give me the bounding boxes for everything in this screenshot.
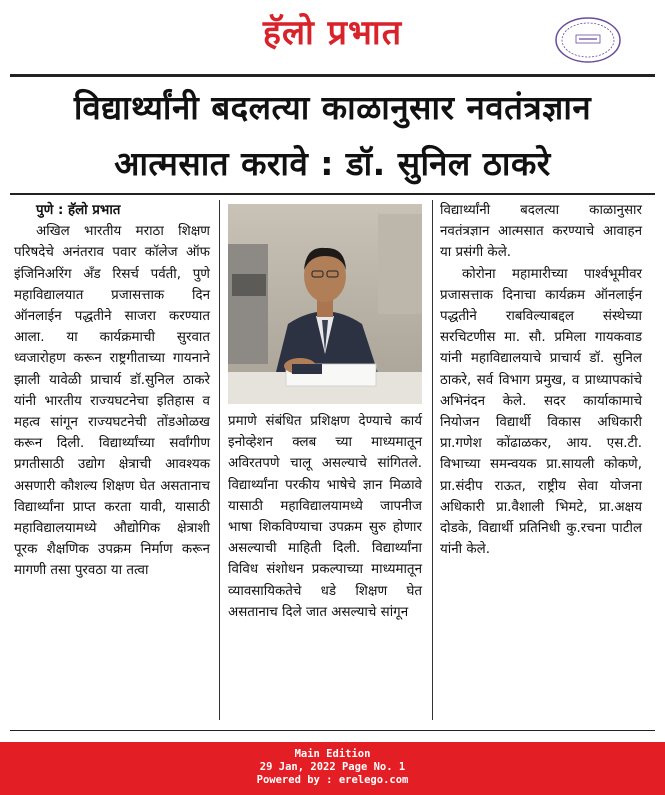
masthead: [0, 0, 665, 70]
column-divider: [432, 200, 433, 720]
person-photo-icon: [228, 204, 422, 404]
headline-top-rule: [10, 74, 655, 77]
article-paragraph: प्रमाणे संबंधित प्रशिक्षण देण्याचे कार्य इनोव्हेशन क्लब च्या माध्यमातून अविरतपणे चालू असल्याचे सांगितले. विद्यार्थ्यांना परकीय भाषेचे ज्ञान मिळावे यासाठी महाविद्यालयामध्ये जापनीज भाषा शिकविण्याचा उपक्रम सुरु होणार असल्याची माहिती दिली. विद्यार्थ्यांना विविध संशोधन प्रकल्पाच्या माध्यमातून व्यावसायिकतेचे धडे शिक्षण घेत असतानाच दिले जात असल्याचे सांगून: [228, 414, 422, 620]
column-divider: [219, 200, 220, 720]
footer-powered-by[interactable]: Powered by : erelego.com: [256, 774, 409, 786]
footer-edition: Main Edition: [294, 748, 371, 760]
article-paragraph: कोरोना महामारीच्या पार्श्वभूमीवर प्रजासत्ताक दिनाचा कार्यक्रम ऑनलाईन पद्धतीने राबविल्याबद्दल संस्थेच्या सरचिटणीस मा. सौ. प्रमिला गायकवाड यांनी महाविद्यालयाचे प्राचार्य डॉ. सुनिल ठाकरे, सर्व विभाग प्रमुख, व प्राध्यापकांचे अभिनंदन केले. सदर कार्याकामाचे नियोजन विद्यार्थी विकास अधिकारी प्रा.गणेश कोंढाळकर, आय. एस.टी. विभाच्या समन्वयक प्रा.सायली कोकणे, प्रा.संदीप राऊत, राष्ट्रीय सेवा योजना अधिकारी प्रा.वैशाली भिमटे, प्रा.अक्षय दोडके, विद्यार्थी प्रतिनिधी कु.रचना पाटील यांनी केले.: [440, 266, 642, 558]
article-bottom-rule: [10, 730, 655, 731]
footer-date-page: 29 Jan, 2022 Page No. 1: [259, 761, 406, 773]
headline-line-2: आत्मसात करावे : डॉ. सुनिल ठाकरे: [114, 144, 551, 183]
dateline: पुणे : हॅलो प्रभात: [36, 203, 121, 218]
footer-bar: [0, 742, 665, 795]
headline-bottom-rule: [10, 193, 655, 195]
masthead-title: हॅलो प्रभात: [262, 13, 403, 53]
college-seal-icon: [553, 16, 623, 64]
article-paragraph: अखिल भारतीय मराठा शिक्षण परिषदेचे अनंतराव पवार कॉलेज ऑफ इंजिनिअरिंग अँड रिसर्च पर्वती, पुणे महाविद्यालयात प्रजासत्ताक दिन ऑनलाईन पद्धतीने साजरा करण्यात आला. या कार्यक्रमाची सुरवात ध्वजारोहण करून राष्ट्रगीताच्या गायनाने झाली यावेळी प्राचार्य डॉ.सुनिल ठाकरे यांनी भारतीय राज्यघटनेचा इतिहास व महत्व सांगून राज्यघटनेची तोंडओळख करून दिली. विद्यार्थ्यांच्या सर्वांगीण प्रगतीसाठी उद्योग क्षेत्राची आवश्यक असणारी कौशल्य शिक्षण घेत असतानाच विद्यार्थ्यांना प्राप्त करता यावी, यासाठी महाविद्यालयामध्ये औद्योगिक क्षेत्राशी पूरक शैक्षणिक उपक्रम निर्माण करून मागणी तसा पुरवठा या तत्वा: [14, 224, 210, 579]
article-column-1: [14, 200, 210, 582]
article-photo: [228, 204, 422, 404]
article-paragraph: विद्यार्थ्यांनी बदलत्या काळानुसार नवतंत्रज्ञान आत्मसात करण्याचे आवाहन या प्रसंगी केले.: [440, 203, 642, 261]
article-column-2: [228, 411, 422, 623]
article-column-3: [440, 200, 642, 560]
headline-line-1: विद्यार्थ्यांनी बदलत्या काळानुसार नवतंत्रज्ञान: [73, 88, 592, 127]
